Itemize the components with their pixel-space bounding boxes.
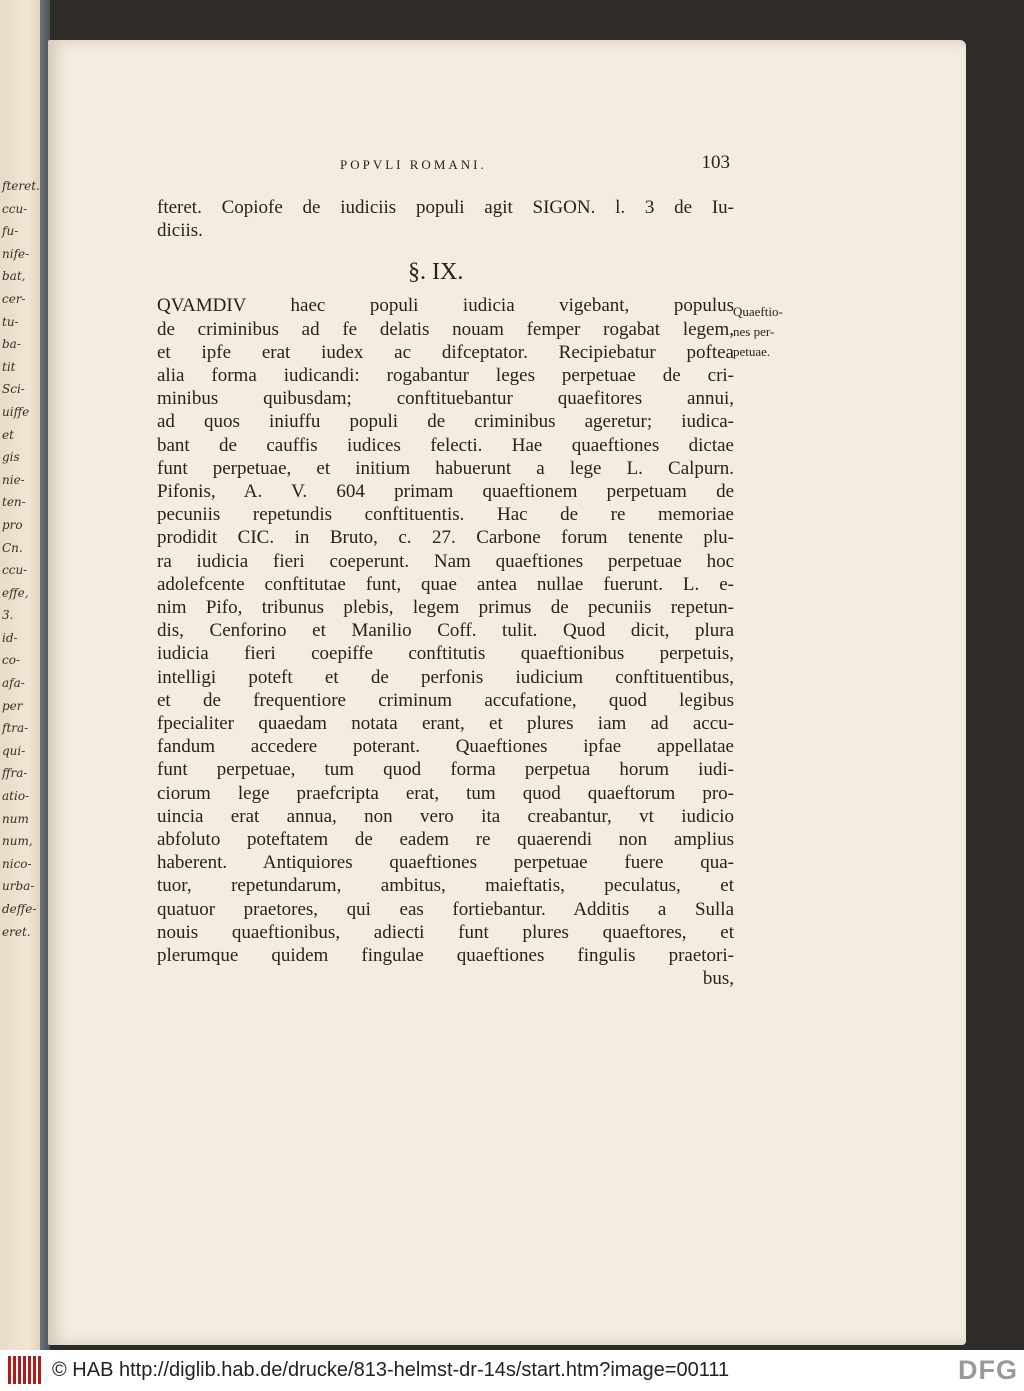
margin-fragment: uiffe [2, 404, 30, 419]
margin-fragment: ccu- [2, 563, 28, 578]
margin-fragment: ten- [2, 495, 26, 510]
margin-fragment: fteret. [2, 179, 40, 193]
section-heading: §. IX. [408, 259, 464, 285]
text-line: nim Pifo, tribunus plebis, legem primus de pecuniis repetun- [157, 597, 734, 619]
text-line: ciorum lege praefcripta erat, tum quod quaeftorum pro- [157, 782, 734, 804]
margin-fragment: fu- [2, 224, 19, 239]
margin-fragment: nife- [2, 246, 30, 261]
previous-page-margin-text [2, 175, 42, 943]
margin-fragment: gis [2, 450, 20, 465]
text-line: funt perpetuae, tum quod forma perpetua horum iudi- [157, 759, 734, 781]
text-line: funt perpetuae, et initium habuerunt a lege L. Calpurn. [157, 457, 734, 479]
text-line: et ipfe erat iudex ac difceptator. Recipiebatur poftea [157, 341, 734, 363]
text-line: nouis quaeftionibus, adiecti funt plures quaeftores, et [157, 921, 734, 943]
text-line: minibus quibusdam; conftituebantur quaefitores annui, [157, 388, 734, 410]
margin-fragment: pro [2, 517, 23, 532]
margin-fragment: et [2, 427, 14, 442]
text-line: fandum accedere poterant. Quaeftiones ipfae appellatae [157, 736, 734, 758]
text-line: iudicia fieri coepiffe conftitutis quaeftionibus perpetuis, [157, 643, 734, 665]
margin-fragment: effe, [2, 585, 29, 600]
margin-fragment: ba- [2, 337, 21, 352]
text-line: QVAMDIV haec populi iudicia vigebant, populus [157, 295, 734, 317]
running-head-title: POPVLI ROMANI. [340, 157, 487, 172]
margin-fragment: ftra- [2, 721, 29, 736]
text-line: intelligi poteft et de perfonis iudicium conftituentibus, [157, 666, 734, 688]
page-number: 103 [701, 152, 730, 173]
margin-fragment: Sci- [2, 382, 25, 397]
margin-fragment: 3. [2, 608, 14, 623]
paragraph [157, 294, 734, 967]
margin-fragment: id- [2, 630, 18, 645]
margin-fragment: eret. [2, 924, 31, 939]
text-line: bant de cauffis iudices felecti. Hae quaeftiones dictae [157, 434, 734, 456]
text-line: adolefcente conftitutae funt, quae antea nullae fuerunt. L. e- [157, 573, 734, 595]
text-line: plerumque quidem fingulae quaeftiones fingulis praetori- [157, 945, 734, 967]
margin-fragment: ffra- [2, 766, 28, 781]
text-line: et de frequentiore criminum accufatione, quod legibus [157, 689, 734, 711]
text-line: quatuor praetores, qui eas fortiebantur. Additis a Sulla [157, 898, 734, 920]
margin-fragment: cer- [2, 291, 26, 306]
margin-fragment: urba- [2, 879, 35, 894]
margin-fragment: co- [2, 653, 20, 668]
text-line: haberent. Antiquiores quaeftiones perpetuae fuere qua- [157, 852, 734, 874]
text-line: pecuniis repetundis conftituentis. Hac de re memoriae [157, 504, 734, 526]
text-line: uincia erat annua, non vero ita creabantur, vt iudicio [157, 805, 734, 827]
marginal-note-line: petuae. [733, 344, 771, 359]
text-line: tuor, repetundarum, ambitus, maieftatis, peculatus, et [157, 875, 734, 897]
margin-fragment: tu- [2, 314, 19, 329]
opening-line: fteret. Copiofe de iudiciis populi agit SIGON. l. 3 de Iu- [157, 197, 734, 218]
text-line: ra iudicia fieri coeperunt. Nam quaeftiones perpetuae hoc [157, 550, 734, 572]
margin-fragment: deffe- [2, 902, 37, 916]
margin-fragment: tit [2, 359, 16, 374]
margin-fragment: nico- [2, 856, 32, 871]
text-line: alia forma iudicandi: rogabantur leges perpetuae de cri- [157, 365, 734, 387]
margin-fragment: num, [2, 834, 33, 849]
marginal-note [733, 302, 823, 362]
text-line: ad quos iniuffu populi de criminibus ageretur; iudica- [157, 411, 734, 433]
margin-fragment: ccu- [2, 201, 28, 216]
margin-fragment: afa- [2, 676, 25, 691]
margin-fragment: qui- [2, 743, 26, 758]
hab-logo-icon [8, 1356, 44, 1384]
catchword: bus, [702, 968, 734, 990]
dfg-logo: DFG [958, 1355, 1018, 1385]
text-line: dis, Cenforino et Manilio Coff. tulit. Quod dicit, plura [157, 620, 734, 642]
marginal-note-line: nes per- [733, 324, 775, 339]
footer-bar [0, 1350, 1024, 1391]
margin-fragment: num [2, 811, 29, 826]
margin-fragment: per [2, 698, 23, 713]
opening-line: diciis. [157, 220, 203, 242]
copyright-url[interactable]: © HAB http://diglib.hab.de/drucke/813-helmst-dr-14s/start.htm?image=00111 [52, 1359, 730, 1381]
margin-fragment: atio- [2, 789, 30, 804]
text-line: abfoluto poteftatem de eadem re quaerendi non amplius [157, 829, 734, 851]
margin-fragment: bat, [2, 269, 26, 284]
margin-fragment: nie- [2, 472, 25, 487]
marginal-note-line: Quaeftio- [733, 304, 783, 319]
text-line: fpecialiter quaedam notata erant, et plures iam ad accu- [157, 713, 734, 735]
running-head [340, 152, 730, 173]
text-line: prodidit CIC. in Bruto, c. 27. Carbone forum tenente plu- [157, 527, 734, 549]
margin-fragment: Cn. [2, 540, 23, 555]
text-line: de criminibus ad fe delatis nouam femper rogabat legem, [157, 318, 734, 340]
page-body [157, 196, 734, 991]
text-line: Pifonis, A. V. 604 primam quaeftionem perpetuam de [157, 481, 734, 503]
